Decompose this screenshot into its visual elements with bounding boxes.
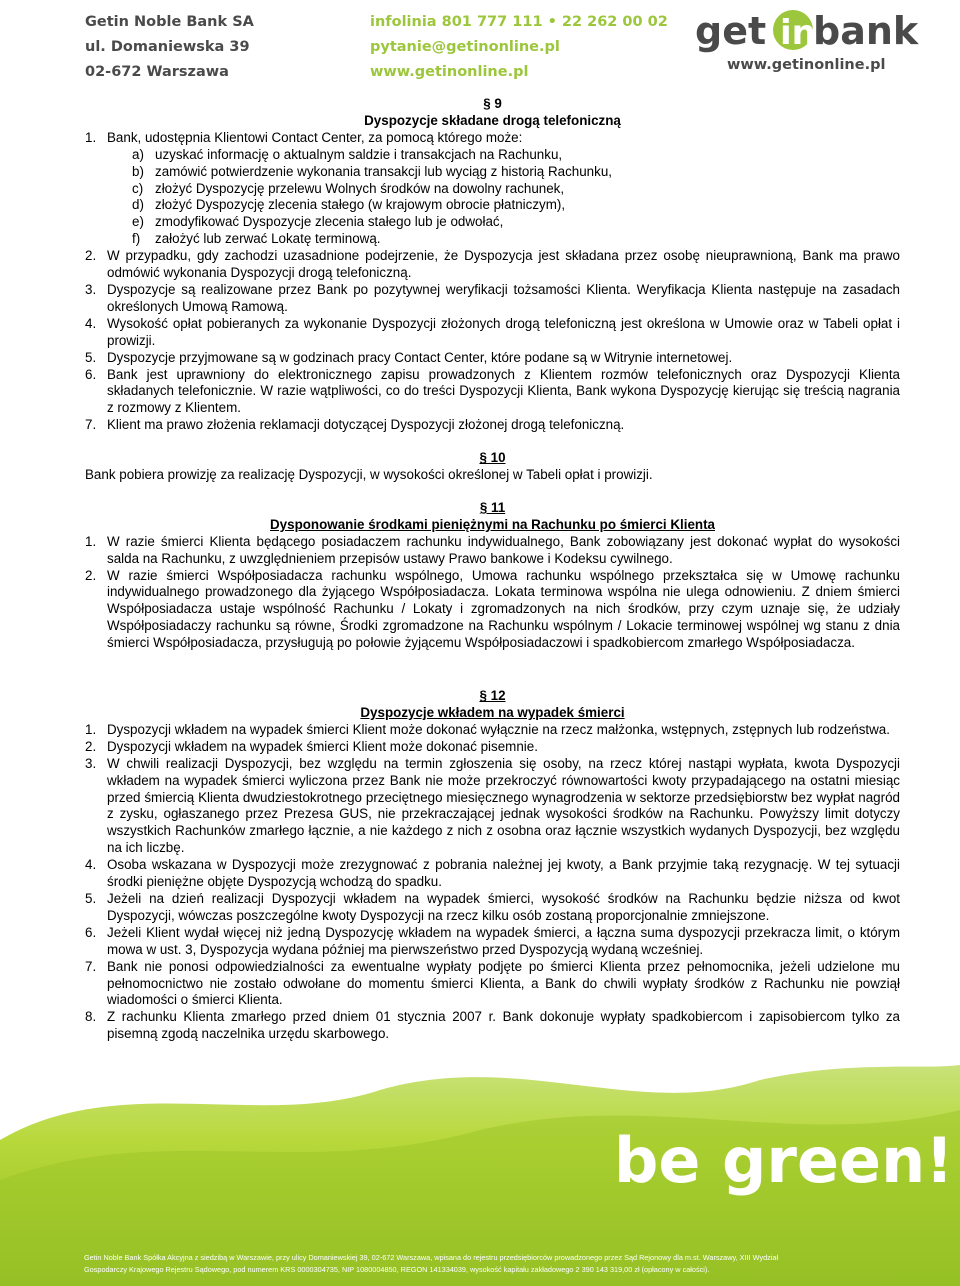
list-item [85, 350, 900, 367]
sub-item-text: uzyskać informację o aktualnym saldzie i transakcjach na Rachunku, [155, 146, 563, 162]
item-number: 2. [85, 248, 97, 264]
bank-city: 02-672 Warszawa [85, 64, 229, 80]
list-item [85, 857, 900, 891]
sub-item-letter: d) [132, 197, 144, 213]
section-11-list [85, 534, 900, 652]
list-item [85, 534, 900, 568]
list-item [85, 248, 900, 282]
item-number: 1. [85, 533, 97, 549]
section-9-title: Dyspozycje składane drogą telefoniczną [364, 112, 621, 128]
item-text: Z rachunku Klienta zmarłego przed dniem 01 stycznia 2007 r. Bank dokonuje wypłaty spadkobiercom i zapisobiercom tylko za pisemną zgodą naczelnika urzędu skarbowego. [107, 1009, 900, 1042]
section-9-list [85, 130, 900, 434]
bank-street: ul. Domaniewska 39 [85, 39, 250, 55]
contact-website[interactable]: www.getinonline.pl [370, 64, 529, 80]
item-text: Dyspozycje przyjmowane są w godzinach pracy Contact Center, które podane są w Witrynie internetowej. [107, 349, 733, 365]
list-item [85, 367, 900, 418]
section-spacer [85, 652, 900, 688]
sub-item [132, 197, 900, 214]
list-item [85, 568, 900, 653]
item-number: 1. [85, 721, 97, 737]
sub-item-text: zmodyfikować Dyspozycje zlecenia stałego lub je odwołać, [155, 214, 504, 230]
section-11-title: Dysponowanie środkami pieniężnymi na Rachunku po śmierci Klienta [270, 516, 715, 532]
logo-url[interactable]: www.getinonline.pl [727, 57, 886, 73]
legal-line-1: Getin Noble Bank Spółka Akcyjna z siedzibą w Warszawie, przy ulicy Domaniewskiej 39, 02-672 Warszawa, wpisana do rejestru przedsiębiorców prowadzonego przez Sąd Rejonowy dla m.st. Warszawy, XIII Wydział [84, 1253, 779, 1262]
sub-item-letter: c) [132, 180, 144, 196]
list-item [85, 739, 900, 756]
item-text: Bank, udostępnia Klientowi Contact Center, za pomocą którego może: [107, 129, 523, 145]
item-number: 3. [85, 755, 97, 771]
item-number: 4. [85, 857, 97, 873]
bank-address [85, 10, 254, 85]
item-text: Bank jest uprawniony do elektronicznego zapisu prowadzonych z Klientem rozmów telefonicznych oraz Dyspozycji Klienta składanych telefonicznie. W razie wątpliwości, co do treści Dyspozycji Klienta, Bank wykona Dyspozycję kierując się treścią nagrania z rozmowy z Klientem. [107, 366, 900, 416]
logo-text-get: get [695, 9, 767, 53]
item-number: 2. [85, 567, 97, 583]
sub-item [132, 231, 900, 248]
sub-item [132, 181, 900, 198]
item-text: Bank nie ponosi odpowiedzialności za ewentualne wypłaty podjęte po śmierci Klienta przez pełnomocnika, jeżeli udzielone mu pełnomocnictwo nie zostało odwołane do momentu śmierci Klienta, a Bank do chwili wypłaty środków z Rachunku nie powziął wiadomości o śmierci Klienta. [107, 958, 900, 1008]
item-number: 5. [85, 349, 97, 365]
item-text: Klient ma prawo złożenia reklamacji dotyczącej Dyspozycji złożonej drogą telefoniczną. [107, 417, 625, 433]
item-number: 3. [85, 281, 97, 297]
slogan-be-green: be green! [614, 1124, 954, 1197]
item-text: Dyspozycji wkładem na wypadek śmierci Klient może dokonać wyłącznie na rzecz małżonka, wstępnych, zstępnych lub rodzeństwa. [107, 721, 890, 737]
letterhead [0, 0, 960, 82]
item-number: 7. [85, 417, 97, 433]
item-text: W chwili realizacji Dyspozycji, bez względu na termin zgłoszenia się osoby, na rzecz której nastąpi wypłata, kwota Dyspozycji wkładem na wypadek śmierci wyliczona przez Bank nie może przekroczyć równowartości kwoty przypadającego na ostatni miesiąc przed śmiercią Klienta dwudziestokrotnego przeciętnego miesięcznego wynagrodzenia w sektorze przedsiębiorstw bez wypłat nagród z zysku, ogłaszanego przez Prezesa GUS, nie przekraczającej jednak wysokości środków na Rachunku. Powyższy limit dotyczy wszystkich Rachunków zmarłego łącznie, a nie każdego z nich z osobna oraz łącznie wszystkich wydanych Dyspozycji, bez względu na ich liczbę. [107, 755, 900, 856]
hotline: infolinia 801 777 111 • 22 262 00 02 [370, 14, 668, 30]
list-item [85, 417, 900, 434]
sub-item-letter: a) [132, 146, 144, 162]
item-text: Osoba wskazana w Dyspozycji może zrezygnować z pobrania należnej jej kwoty, a Bank przyjmie taką rezygnację. W tej sytuacji środki pieniężne objęte Dyspozycją wchodzą do spadku. [107, 857, 900, 890]
item-number: 6. [85, 366, 97, 382]
item-number: 6. [85, 924, 97, 940]
list-item [85, 925, 900, 959]
sub-item [132, 164, 900, 181]
bank-contact [370, 10, 668, 85]
item-text: Dyspozycji wkładem na wypadek śmierci Klient może dokonać pisemnie. [107, 738, 538, 754]
section-12-title: Dyspozycje wkładem na wypadek śmierci [360, 705, 625, 720]
section-9-sublist [107, 147, 900, 248]
item-text: W razie śmierci Współposiadacza rachunku wspólnego, Umowa rachunku wspólnego przekształca się w Umowę rachunku indywidualnego prowadzonego dla żyjącego Współposiadacza. Lokata terminowa wspólna nie ulega odnowieniu. Z dniem śmierci Współposiadacza ustaje wspólność Rachunku / Lokaty i zgromadzonych na nich środków, przy czym uznaje się, że udziały Współposiadaczy rachunku są równe, Środki zgromadzone na Rachunku wspólnym / Lokacie terminowej wspólnej wg stanu z dnia śmierci Współposiadacza, przysługują po połowie żyjącemu Współposiadaczowi i spadkobiercom zmarłego Współposiadacza. [107, 567, 900, 651]
logo-text-bank: bank [813, 9, 919, 53]
sub-item [132, 214, 900, 231]
list-item [85, 130, 900, 248]
getinbank-logo [695, 0, 919, 56]
item-number: 4. [85, 315, 97, 331]
section-spacer [85, 484, 900, 500]
item-number: 8. [85, 1009, 97, 1025]
section-spacer [85, 434, 900, 450]
item-text: Wysokość opłat pobieranych za wykonanie Dyspozycji złożonych drogą telefoniczną jest określona w Umowie oraz w Tabeli opłat i prowizji. [107, 315, 900, 348]
list-item [85, 282, 900, 316]
bank-name: Getin Noble Bank SA [85, 14, 254, 30]
list-item [85, 1009, 900, 1043]
item-number: 2. [85, 738, 97, 754]
item-text: Dyspozycje są realizowane przez Bank po pozytywnej weryfikacji tożsamości Klienta. Weryfikacja Klienta następuje na zasadach określonych Umową Ramową. [107, 281, 900, 314]
sub-item [132, 147, 900, 164]
section-11-number: § 11 [479, 499, 506, 515]
document-body [85, 96, 900, 1043]
section-10-text: Bank pobiera prowizję za realizację Dyspozycji, w wysokości określonej w Tabeli opłat i prowizji. [85, 467, 653, 483]
section-12-number: § 12 [479, 688, 506, 704]
sub-item-text: zamówić potwierdzenie wykonania transakcji lub wyciąg z historią Rachunku, [155, 163, 612, 179]
item-text: W przypadku, gdy zachodzi uzasadnione podejrzenie, że Dyspozycja jest składana przez osobę nieuprawnioną, Bank ma prawo odmówić wykonania Dyspozycji drogą telefoniczną. [107, 248, 900, 281]
logo-text-in: in [780, 13, 816, 53]
list-item [85, 756, 900, 857]
item-text: Jeżeli Klient wydał więcej niż jedną Dyspozycję wkładem na wypadek śmierci, a łączna suma dyspozycji przekracza limit, o którym mowa w ust. 3, Dyspozycja wydana później ma pierwszeństwo przed Dyspozycją wydaną wcześniej. [107, 924, 900, 957]
sub-item-text: złożyć Dyspozycję zlecenia stałego (w krajowym obrocie płatniczym), [155, 197, 566, 213]
list-item [85, 891, 900, 925]
item-number: 1. [85, 129, 97, 145]
list-item [85, 316, 900, 350]
section-9-number: § 9 [483, 96, 502, 111]
item-number: 5. [85, 890, 97, 906]
sub-item-text: złożyć Dyspozycję przelewu Wolnych środków na dowolny rachunek, [155, 180, 565, 196]
legal-line-2: Gospodarczy Krajowego Rejestru Sądowego, pod numerem KRS 0000304735, NIP 1080004850, REGON 141334039, wysokość kapitału zakładowego 2 390 143 319,00 zł (opłacony w całości). [84, 1265, 710, 1274]
contact-email[interactable]: pytanie@getinonline.pl [370, 39, 560, 55]
list-item [85, 959, 900, 1010]
item-text: W razie śmierci Klienta będącego posiadaczem rachunku indywidualnego, Bank zobowiązany jest dokonać wypłat do wysokości salda na Rachunku, z uwzględnieniem przepisów ustawy Prawo bankowe i Kodeksu cywilnego. [107, 533, 900, 566]
list-item [85, 722, 900, 739]
sub-item-text: założyć lub zerwać Lokatę terminową. [155, 231, 381, 247]
item-text: Jeżeli na dzień realizacji Dyspozycji wkładem na wypadek śmierci, wysokość środków na Rachunku będzie niższa od kwot Dyspozycji, wówczas poszczególne kwoty Dyspozycji na rzecz kilku osób zostaną proporcjonalnie zmniejszone. [107, 890, 900, 923]
sub-item-letter: e) [132, 214, 144, 230]
legal-footer [84, 1252, 904, 1276]
section-12-list [85, 722, 900, 1043]
item-number: 7. [85, 958, 97, 974]
sub-item-letter: f) [132, 231, 141, 247]
sub-item-letter: b) [132, 163, 144, 179]
section-10-number: § 10 [479, 450, 506, 466]
